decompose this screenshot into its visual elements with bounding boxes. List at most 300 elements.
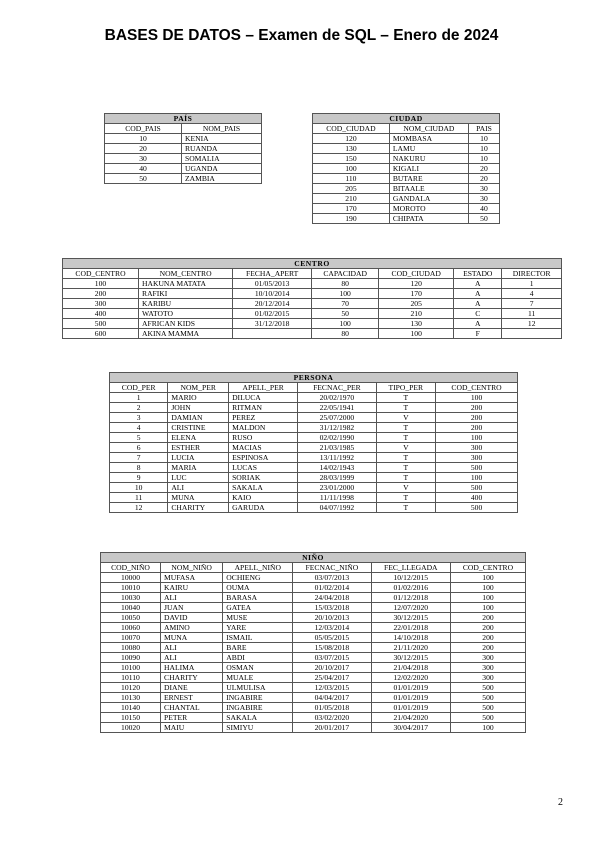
table-cell: ERNEST [161,693,223,703]
table-cell: MOMBASA [389,134,468,144]
table-cell: 1 [502,279,562,289]
table-cell: C [454,309,502,319]
table-cell: MUSE [223,613,293,623]
table-cell: 3 [110,413,168,423]
table-cell: 40 [105,164,182,174]
table-cell: 11 [502,309,562,319]
table-cell: 30 [468,194,499,204]
table-cell: CHARITY [161,673,223,683]
table-cell: 7 [110,453,168,463]
table-cell: 15/03/2018 [293,603,371,613]
table-cell: 11/11/1998 [298,493,376,503]
table-cell: MAIU [161,723,223,733]
table-row [101,633,526,643]
table-cell: T [376,403,436,413]
table-cell: BARASA [223,593,293,603]
table-cell: DAVID [161,613,223,623]
table-cell: 200 [450,643,525,653]
table-cell: 100 [63,279,139,289]
table-cell [502,329,562,339]
table-cell: SIMIYU [223,723,293,733]
table-cell: 190 [313,214,390,224]
table-row [313,194,500,204]
column-header: NOM_CENTRO [139,269,233,279]
table-cell: 10010 [101,583,161,593]
table-cell: 20 [468,164,499,174]
table-cell: 80 [312,279,379,289]
table-cell: 21/11/2020 [371,643,450,653]
table-cell: AKINA MAMMA [139,329,233,339]
table-row [313,134,500,144]
table-cell: 30/04/2017 [371,723,450,733]
table-row [101,573,526,583]
table-cell: BITAALE [389,184,468,194]
table-cell: 01/05/2013 [233,279,312,289]
table-cell: 400 [436,493,518,503]
table-cell: 300 [450,653,525,663]
table-cell: 30/12/2015 [371,653,450,663]
table-cell: 14/02/1943 [298,463,376,473]
table-cell: 10140 [101,703,161,713]
table-cell: 500 [436,503,518,513]
table-cell: 100 [450,603,525,613]
table-cell: 300 [436,443,518,453]
table-cell: LUC [168,473,229,483]
table-cell: SORIAK [229,473,298,483]
table-cell: A [454,299,502,309]
table-cell: 31/12/2018 [233,319,312,329]
table-cell: 205 [313,184,390,194]
table-cell: 200 [450,633,525,643]
table-cell: T [376,463,436,473]
table-cell: MUFASA [161,573,223,583]
table-row [313,214,500,224]
table-row [105,134,262,144]
table-cell: 11 [110,493,168,503]
table-cell: ISMAIL [223,633,293,643]
table-cell: 12 [502,319,562,329]
page-number: 2 [558,797,563,808]
table-cell: 10040 [101,603,161,613]
table-cell: 22/05/1941 [298,403,376,413]
table-cell: 10/10/2014 [233,289,312,299]
table-row [101,673,526,683]
table-cell: 100 [450,573,525,583]
table-cell: KIGALI [389,164,468,174]
table-cell: 20/01/2017 [293,723,371,733]
table-cell: RUSO [229,433,298,443]
table-cell: 500 [63,319,139,329]
table-cell: 9 [110,473,168,483]
header-row [105,124,262,134]
table-cell: 10150 [101,713,161,723]
table-cell: 10050 [101,613,161,623]
table-row [101,683,526,693]
table-cell: CHIPATA [389,214,468,224]
table-cell: 12/03/2015 [293,683,371,693]
table-cell: 01/02/2015 [233,309,312,319]
table-cell: 10 [468,144,499,154]
table-caption: PAÍS [105,114,262,124]
table-cell: 01/05/2018 [293,703,371,713]
table-cell: T [376,473,436,483]
table-row [105,174,262,184]
table-row [101,703,526,713]
table-cell: KENIA [181,134,261,144]
table-row [110,503,518,513]
table-row [101,643,526,653]
table-cell: 10060 [101,623,161,633]
table-cell: 10120 [101,683,161,693]
table-row [101,623,526,633]
table-row [110,403,518,413]
header-row [101,563,526,573]
table-cell: DILUCA [229,393,298,403]
column-header: FECNAC_NIÑO [293,563,371,573]
table-cell: 500 [436,463,518,473]
table-cell: 22/01/2018 [371,623,450,633]
table-cell [233,329,312,339]
table-cell: MUALE [223,673,293,683]
table-cell: GANDALA [389,194,468,204]
table-cell: 20/02/1970 [298,393,376,403]
table-cell: 05/05/2015 [293,633,371,643]
table-cell: UGANDA [181,164,261,174]
table-cell: 50 [468,214,499,224]
table-caption: NIÑO [101,553,526,563]
table-row [105,164,262,174]
table-cell: 100 [313,164,390,174]
table-cell: 200 [63,289,139,299]
table-cell: JOHN [168,403,229,413]
table-cell: 100 [379,329,454,339]
table-cell: 300 [450,673,525,683]
table-cell: 300 [436,453,518,463]
table-cell: T [376,503,436,513]
table-cell: NAKURU [389,154,468,164]
table-cell: ALI [161,653,223,663]
table-row [63,329,562,339]
table-cell: 10020 [101,723,161,733]
table-cell: 20 [105,144,182,154]
table-cell: BARE [223,643,293,653]
table-cell: 10 [110,483,168,493]
table-cell: 10000 [101,573,161,583]
table-row [110,423,518,433]
table-cell: DAMIAN [168,413,229,423]
table-row [63,319,562,329]
persona-table [109,372,518,513]
table-cell: 40 [468,204,499,214]
table-cell: SAKALA [229,483,298,493]
table-cell: 01/01/2019 [371,683,450,693]
table-row [63,279,562,289]
table-cell: 10030 [101,593,161,603]
table-cell: 110 [313,174,390,184]
table-cell: SAKALA [223,713,293,723]
table-cell: 10130 [101,693,161,703]
column-header: APELL_NIÑO [223,563,293,573]
table-cell: 20/10/2013 [293,613,371,623]
table-cell: 30/12/2015 [371,613,450,623]
table-cell: KARIBU [139,299,233,309]
table-cell: 100 [436,433,518,443]
column-header: COD_CIUDAD [379,269,454,279]
table-cell: 23/01/2000 [298,483,376,493]
table-row [105,154,262,164]
table-cell: CRISTINE [168,423,229,433]
column-header: PAIS [468,124,499,134]
table-cell: 12/02/2020 [371,673,450,683]
table-cell: ALI [161,593,223,603]
table-cell: 10070 [101,633,161,643]
table-cell: INGABIRE [223,693,293,703]
table-cell: 10080 [101,643,161,653]
column-header: COD_NIÑO [101,563,161,573]
table-cell: ULMULISA [223,683,293,693]
table-cell: ABDI [223,653,293,663]
table-cell: LAMU [389,144,468,154]
table-caption: CIUDAD [313,114,500,124]
table-cell: A [454,319,502,329]
centro-table [62,258,562,339]
table-cell: OCHIENG [223,573,293,583]
table-cell: 03/02/2020 [293,713,371,723]
table-cell: 10110 [101,673,161,683]
table-cell: 02/02/1990 [298,433,376,443]
table-cell: 28/03/1999 [298,473,376,483]
table-cell: 300 [63,299,139,309]
table-cell: MACIAS [229,443,298,453]
table-cell: 01/02/2016 [371,583,450,593]
table-cell: JUAN [161,603,223,613]
table-cell: ESTHER [168,443,229,453]
table-cell: 600 [63,329,139,339]
table-row [110,453,518,463]
column-header: FECHA_APERT [233,269,312,279]
column-header: DIRECTOR [502,269,562,279]
table-cell: 12/03/2014 [293,623,371,633]
table-cell: PEREZ [229,413,298,423]
table-cell: 30 [105,154,182,164]
table-cell: 20 [468,174,499,184]
table-cell: SOMALIA [181,154,261,164]
column-header: COD_CENTRO [436,383,518,393]
table-cell: KAIRU [161,583,223,593]
table-cell: 170 [313,204,390,214]
table-cell: 500 [450,693,525,703]
table-caption: PERSONA [110,373,518,383]
table-cell: 4 [110,423,168,433]
table-row [101,603,526,613]
column-header: COD_CIUDAD [313,124,390,134]
table-cell: 300 [450,663,525,673]
page-title: BASES DE DATOS – Examen de SQL – Enero de 2024 [104,27,499,44]
table-cell: 01/12/2018 [371,593,450,603]
table-row [105,144,262,154]
table-row [101,583,526,593]
table-cell: 03/07/2013 [293,573,371,583]
table-cell: 100 [450,583,525,593]
header-row [110,383,518,393]
table-cell: 400 [63,309,139,319]
table-row [313,154,500,164]
table-cell: 10 [468,134,499,144]
table-cell: 25/07/2000 [298,413,376,423]
table-row [101,613,526,623]
table-row [101,663,526,673]
table-cell: RITMAN [229,403,298,413]
table-cell: 70 [312,299,379,309]
header-row [313,124,500,134]
table-cell: AMINO [161,623,223,633]
table-cell: 500 [450,713,525,723]
table-cell: A [454,289,502,299]
table-row [101,693,526,703]
table-row [313,164,500,174]
table-row [101,593,526,603]
column-header: ESTADO [454,269,502,279]
table-cell: 01/01/2019 [371,703,450,713]
table-cell: 50 [312,309,379,319]
table-cell: CHANTAL [161,703,223,713]
table-row [110,493,518,503]
table-row [110,433,518,443]
table-cell: 12 [110,503,168,513]
table-cell: T [376,453,436,463]
table-cell: F [454,329,502,339]
table-cell: 20/12/2014 [233,299,312,309]
table-cell: 500 [450,683,525,693]
table-cell: 13/11/1992 [298,453,376,463]
table-cell: 10/12/2015 [371,573,450,583]
ciudad-table [312,113,500,224]
table-cell: 1 [110,393,168,403]
table-cell: 130 [379,319,454,329]
table-cell: 150 [313,154,390,164]
table-cell: 04/04/2017 [293,693,371,703]
table-row [63,299,562,309]
column-header: APELL_PER [229,383,298,393]
table-cell: ELENA [168,433,229,443]
table-cell: 100 [436,473,518,483]
table-cell: 20/10/2017 [293,663,371,673]
table-cell: MOROTO [389,204,468,214]
table-cell: 30 [468,184,499,194]
table-cell: 120 [379,279,454,289]
table-cell: 200 [436,413,518,423]
table-cell: 6 [110,443,168,453]
table-cell: V [376,483,436,493]
table-cell: WATOTO [139,309,233,319]
table-row [101,713,526,723]
table-cell: ALI [168,483,229,493]
table-cell: 100 [312,319,379,329]
table-cell: CHARITY [168,503,229,513]
table-cell: RAFIKI [139,289,233,299]
table-cell: 210 [379,309,454,319]
table-cell: MARIO [168,393,229,403]
table-row [101,723,526,733]
table-cell: 100 [450,723,525,733]
table-caption: CENTRO [63,259,562,269]
table-cell: RUANDA [181,144,261,154]
column-header: COD_PAIS [105,124,182,134]
table-cell: 03/07/2015 [293,653,371,663]
column-header: NOM_CIUDAD [389,124,468,134]
column-header: COD_CENTRO [63,269,139,279]
table-cell: HALIMA [161,663,223,673]
table-cell: OUMA [223,583,293,593]
table-cell: 200 [450,623,525,633]
column-header: NOM_NIÑO [161,563,223,573]
table-cell: MUNA [168,493,229,503]
table-cell: 24/04/2018 [293,593,371,603]
table-cell: ZAMBIA [181,174,261,184]
table-cell: ESPINOSA [229,453,298,463]
table-cell: T [376,493,436,503]
table-row [63,289,562,299]
table-cell: 10 [468,154,499,164]
table-cell: 100 [450,593,525,603]
table-cell: 210 [313,194,390,204]
header-row [63,269,562,279]
table-cell: 500 [450,703,525,713]
table-cell: 130 [313,144,390,154]
table-cell: 10090 [101,653,161,663]
table-cell: KAIO [229,493,298,503]
column-header: COD_PER [110,383,168,393]
table-cell: 31/12/1982 [298,423,376,433]
table-cell: HAKUNA MATATA [139,279,233,289]
table-cell: INGABIRE [223,703,293,713]
table-cell: T [376,393,436,403]
table-cell: 500 [436,483,518,493]
table-cell: MALDON [229,423,298,433]
table-cell: LUCAS [229,463,298,473]
table-cell: 170 [379,289,454,299]
table-cell: V [376,443,436,453]
table-cell: 100 [436,393,518,403]
table-cell: GARUDA [229,503,298,513]
table-cell: ALI [161,643,223,653]
column-header: CAPACIDAD [312,269,379,279]
pais-table [104,113,262,184]
table-cell: 7 [502,299,562,309]
table-cell: 10100 [101,663,161,673]
table-cell: 5 [110,433,168,443]
table-row [313,184,500,194]
table-cell: PETER [161,713,223,723]
table-cell: 100 [312,289,379,299]
table-row [110,483,518,493]
table-cell: 8 [110,463,168,473]
table-cell: LUCIA [168,453,229,463]
table-row [313,204,500,214]
column-header: TIPO_PER [376,383,436,393]
table-cell: 4 [502,289,562,299]
table-cell: 01/01/2019 [371,693,450,703]
table-cell: 21/03/1985 [298,443,376,453]
table-cell: 21/04/2018 [371,663,450,673]
table-cell: GATEA [223,603,293,613]
column-header: COD_CENTRO [450,563,525,573]
table-row [110,413,518,423]
table-cell: 25/04/2017 [293,673,371,683]
table-row [63,309,562,319]
table-cell: T [376,423,436,433]
table-row [110,443,518,453]
